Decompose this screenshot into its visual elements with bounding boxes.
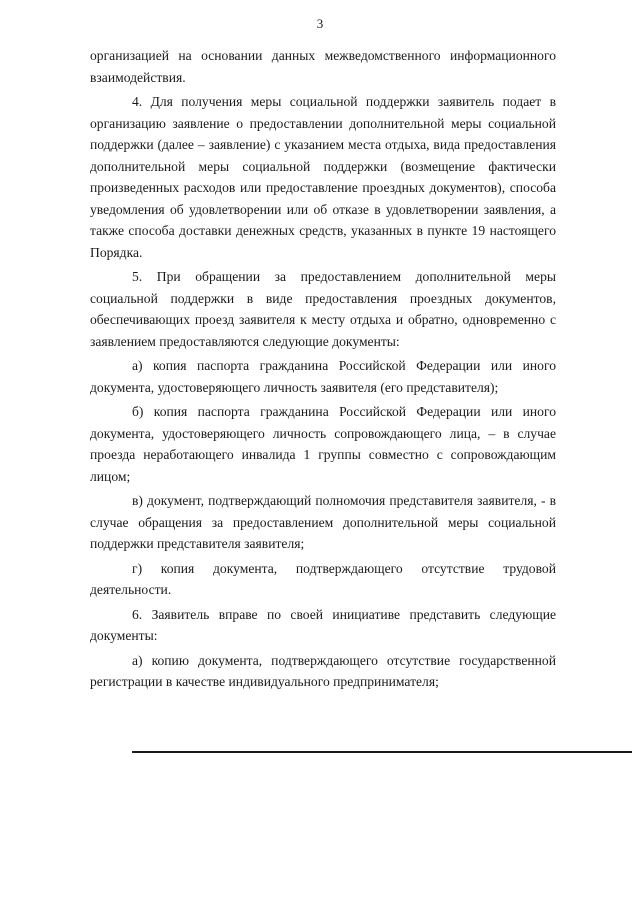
page-number: 3 [316,16,324,31]
paragraph-continuation: организацией на основании данных межведомственного информационного взаимодействия. [90,48,556,85]
paragraph-item-4: 4. Для получения меры социальной поддержки заявитель подает в организацию заявление о предоставлении дополнительной меры социальной поддержки (далее – заявление) с указанием места отдыха, вида предоставления дополнительной меры социальной поддержки (возмещение фактически произведенных расходов или предоставление проездных документов), способа уведомления об удовлетворении или об отказе в удовлетворении заявления, а также способа доставки денежных средств, указанных в пункте 19 настоящего Порядка. [90,94,556,260]
paragraph-item-5g: г) копия документа, подтверждающего отсутствие трудовой деятельности. [90,560,556,597]
horizontal-rule [132,751,632,753]
paragraph-item-6a: а) копию документа, подтверждающего отсутствие государственной регистрации в качестве индивидуального предпринимателя; [90,652,556,689]
paragraph-item-5v: в) документ, подтверждающий полномочия представителя заявителя, - в случае обращения за предоставлением дополнительной меры социальной поддержки представителя заявителя; [90,493,556,551]
paragraph-item-5a: а) копия паспорта гражданина Российской Федерации или иного документа, удостоверяющего личность заявителя (его представителя); [90,358,556,395]
paragraph-item-5b: б) копия паспорта гражданина Российской Федерации или иного документа, удостоверяющего личность сопровождающего лица, – в случае проезда неработающего инвалида 1 группы совместно с сопровождающим лицом; [90,404,556,484]
paragraph-item-6: 6. Заявитель вправе по своей инициативе представить следующие документы: [90,606,556,643]
document-body [90,45,556,696]
paragraph-item-5: 5. При обращении за предоставлением дополнительной меры социальной поддержки в виде предоставления проездных документов, обеспечивающих проезд заявителя к месту отдыха и обратно, одновременно с заявлением предоставляются следующие документы: [90,269,556,349]
